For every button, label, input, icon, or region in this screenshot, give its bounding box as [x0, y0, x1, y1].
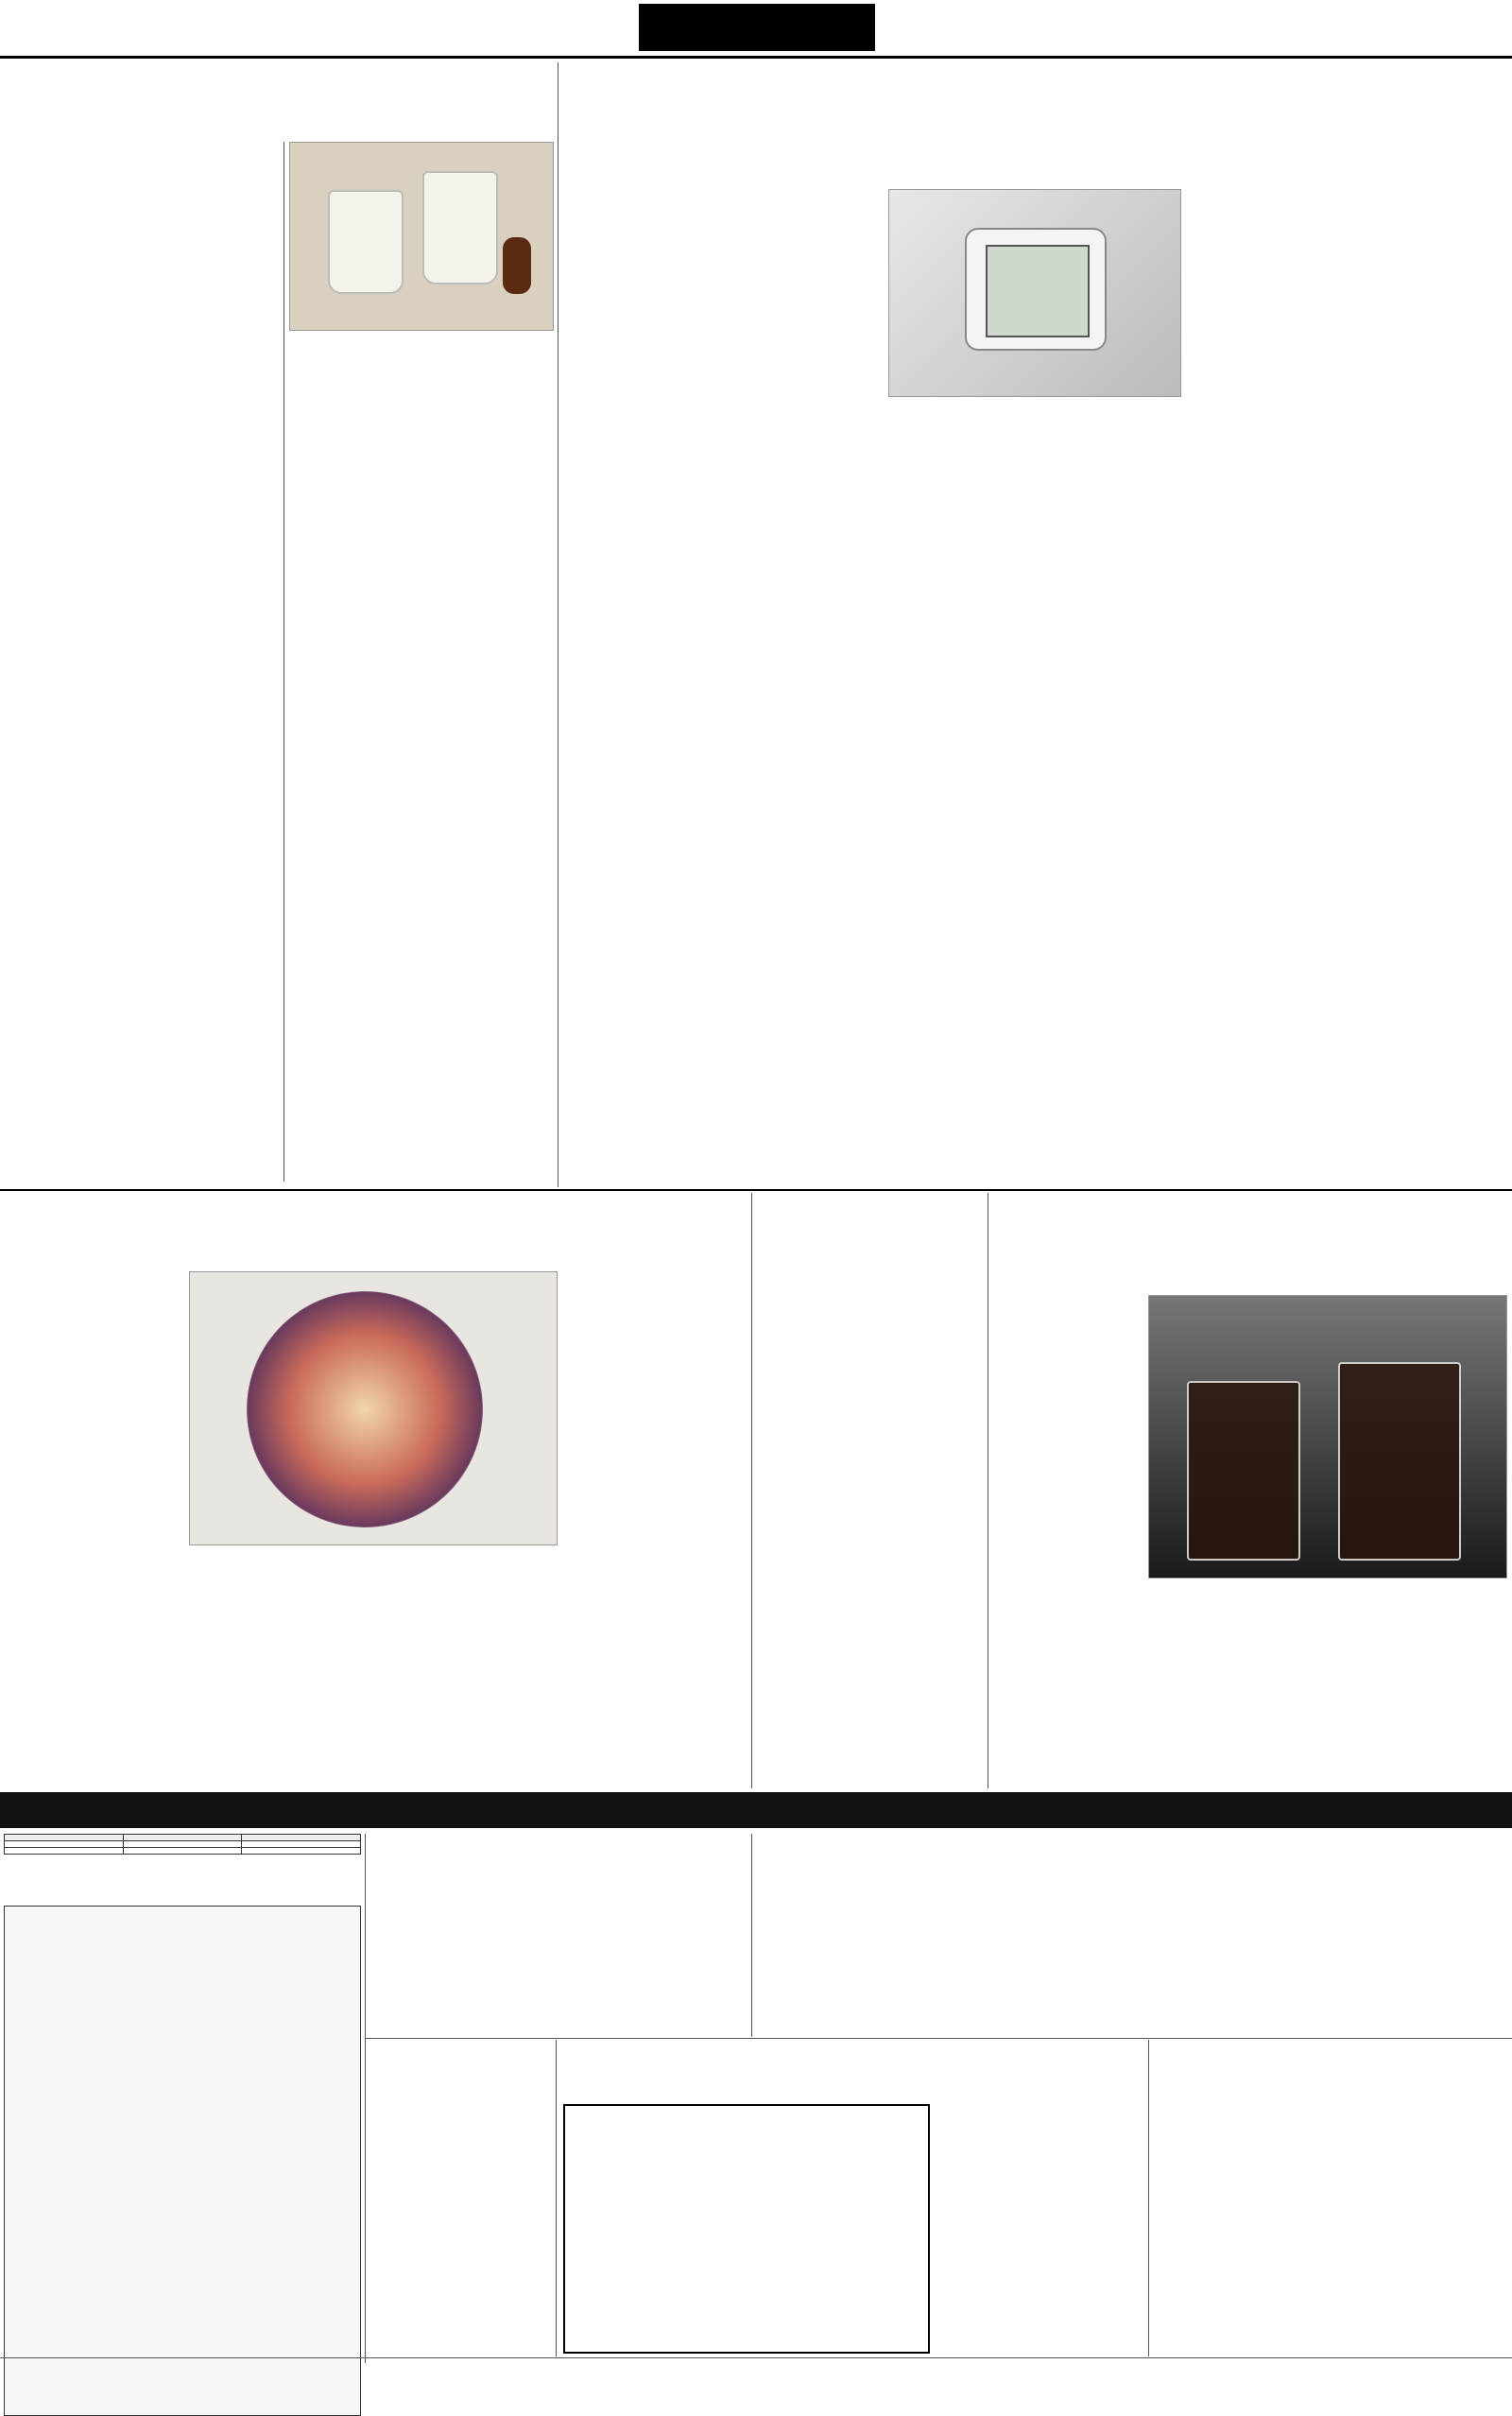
stock-table-header: [5, 1924, 360, 1939]
airasia-headline: [1153, 2206, 1507, 2238]
bp-column-3: [567, 189, 879, 1182]
bp-column-1: [1191, 189, 1503, 1182]
rule: [751, 1834, 752, 2037]
index-table-box: [4, 1834, 361, 1900]
rule: [751, 1193, 752, 1788]
col-change: [242, 1924, 360, 1939]
col-name: [242, 1835, 361, 1841]
col-company: [5, 1924, 123, 1939]
ipo-body: [1153, 2098, 1507, 2202]
diabetes-body-3: [189, 1555, 558, 1786]
exports-body: [936, 2104, 1143, 2354]
index-table: [4, 1834, 361, 1855]
petrol-body: [370, 2115, 550, 2354]
softdrink-headline: [1148, 1199, 1507, 1284]
milk-glass-right: [422, 171, 498, 285]
exports-headline: [558, 2044, 1143, 2100]
section-title: [639, 4, 875, 51]
airasia-body: [1153, 2240, 1507, 2352]
sensex-name: [242, 1841, 361, 1848]
beauty-products-headline: [569, 2110, 924, 2155]
milk-body: [289, 338, 554, 1180]
table-row: [5, 1848, 361, 1855]
nifty-change: [5, 1848, 124, 1855]
softdrink-body-1: [992, 1295, 1143, 1786]
fruits-bowl-photo: [189, 1271, 558, 1545]
diabetes-headline: [6, 1205, 747, 1262]
col-change: [5, 1835, 124, 1841]
market-watch-date: [5, 1908, 360, 1924]
petrol-headline: [370, 2044, 550, 2110]
market-news-headline: [369, 1838, 747, 1875]
softdrink-body-2: [1148, 1588, 1507, 1786]
bp-headline: [567, 64, 1503, 159]
logo: [8, 6, 102, 53]
fitness-body: [6, 216, 280, 1180]
sensex-change: [5, 1841, 124, 1848]
bp-monitor-screen: [986, 245, 1090, 337]
rule: [1148, 2040, 1149, 2356]
rule: [365, 2038, 1512, 2039]
diabetes-body-2: [6, 1271, 185, 1786]
diabetes-body-1: [567, 1271, 747, 1786]
fitness-subhead: [6, 170, 280, 212]
milk-dates-photo: [289, 142, 554, 331]
dates-fruit: [503, 237, 531, 294]
softdrink-photo: [1148, 1295, 1507, 1579]
drink-glass-left: [1187, 1381, 1300, 1561]
milk-headline: [6, 68, 552, 125]
beauty-products-box: [563, 2104, 930, 2354]
col-last-price: [123, 1924, 241, 1939]
milk-intro: [6, 149, 280, 168]
masthead: [0, 0, 1512, 59]
milk-glass-left: [328, 190, 404, 294]
bp-monitor-device: [965, 228, 1107, 351]
beauty-products-body: [569, 2155, 924, 2344]
business-banner: [0, 1792, 1512, 1828]
nifty-name: [242, 1848, 361, 1855]
robot-headline: [756, 1199, 983, 1274]
sensex-close: [123, 1841, 242, 1848]
drink-glass-right: [1338, 1362, 1461, 1561]
ipo-headline: [1153, 2044, 1507, 2095]
wpi-headline: [756, 1838, 1507, 1923]
nifty-close: [123, 1848, 242, 1855]
stock-table: [5, 1924, 360, 1939]
col-close: [123, 1835, 242, 1841]
rule: [0, 1189, 1512, 1191]
market-news-body: [369, 1881, 747, 2032]
fruit-bowl: [247, 1291, 483, 1527]
table-row: [5, 1841, 361, 1848]
robot-body: [756, 1282, 983, 1786]
index-table-header: [5, 1835, 361, 1841]
rule: [0, 2357, 1512, 2358]
wpi-body: [756, 1928, 1507, 2032]
bp-monitor-photo: [888, 189, 1181, 397]
market-watch-box: [4, 1906, 361, 2416]
bp-column-2: [888, 402, 1181, 1182]
rule: [556, 2040, 557, 2356]
rule: [365, 1834, 366, 2363]
